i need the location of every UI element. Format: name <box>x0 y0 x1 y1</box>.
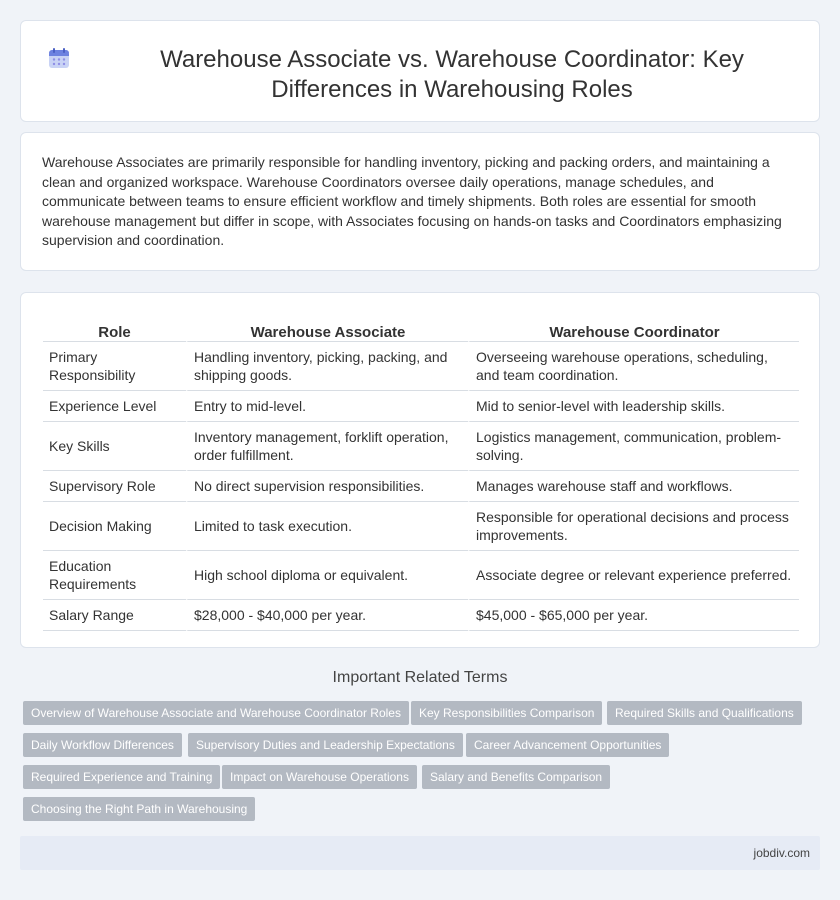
table-row <box>43 502 799 551</box>
related-term-tag[interactable]: Required Experience and Training <box>23 765 220 789</box>
row-label: Supervisory Role <box>43 471 186 502</box>
table-row <box>43 422 799 471</box>
row-label: Education Requirements <box>43 551 186 600</box>
associate-cell: High school diploma or equivalent. <box>186 551 468 600</box>
related-term-tag[interactable]: Impact on Warehouse Operations <box>222 765 417 789</box>
header-card <box>20 20 820 122</box>
associate-cell: Inventory management, forklift operation, order fulfillment. <box>186 422 468 471</box>
intro-text: Warehouse Associates are primarily responsible for handling inventory, picking and packing orders, and maintaining a clean and organized workspace. Warehouse Coordinators oversee daily operations, manage schedules, and communicate between teams to ensure efficient workflow and timely shipments. Both roles are essential for smooth warehouse management but differ in scope, with Associates focusing on hands-on tasks and Coordinators emphasizing supervision and coordination. <box>42 154 782 248</box>
coordinator-cell: $45,000 - $65,000 per year. <box>468 600 799 631</box>
table-row <box>43 600 799 631</box>
associate-cell: $28,000 - $40,000 per year. <box>186 600 468 631</box>
row-label: Primary Responsibility <box>43 342 186 391</box>
row-label: Experience Level <box>43 391 186 422</box>
related-term-tag[interactable]: Salary and Benefits Comparison <box>422 765 610 789</box>
table-row <box>43 391 799 422</box>
related-term-tag[interactable]: Daily Workflow Differences <box>23 733 182 757</box>
related-terms-title: Important Related Terms <box>332 669 508 686</box>
header-role: Role <box>43 313 186 342</box>
associate-cell: No direct supervision responsibilities. <box>186 471 468 502</box>
page-title: Warehouse Associate vs. Warehouse Coordinator: Key Differences in Warehousing Roles <box>160 46 744 103</box>
related-term-tag[interactable]: Required Skills and Qualifications <box>607 701 802 725</box>
coordinator-cell: Mid to senior-level with leadership skills. <box>468 391 799 422</box>
coordinator-cell: Logistics management, communication, problem-solving. <box>468 422 799 471</box>
related-term-tag[interactable]: Overview of Warehouse Associate and Warehouse Coordinator Roles <box>23 701 409 725</box>
table-header-row <box>43 313 799 342</box>
related-term-tag[interactable]: Supervisory Duties and Leadership Expectations <box>188 733 463 757</box>
footer-site[interactable]: jobdiv.com <box>753 846 810 860</box>
associate-cell: Limited to task execution. <box>186 502 468 551</box>
header-coordinator: Warehouse Coordinator <box>468 313 799 342</box>
header-associate: Warehouse Associate <box>186 313 468 342</box>
coordinator-cell: Manages warehouse staff and workflows. <box>468 471 799 502</box>
associate-cell: Entry to mid-level. <box>186 391 468 422</box>
row-label: Key Skills <box>43 422 186 471</box>
coordinator-cell: Associate degree or relevant experience preferred. <box>468 551 799 600</box>
intro-card <box>20 132 820 271</box>
associate-cell: Handling inventory, picking, packing, and shipping goods. <box>186 342 468 391</box>
coordinator-cell: Overseeing warehouse operations, scheduling, and team coordination. <box>468 342 799 391</box>
row-label: Decision Making <box>43 502 186 551</box>
footer <box>20 836 820 870</box>
related-term-tag[interactable]: Choosing the Right Path in Warehousing <box>23 797 255 821</box>
table-row <box>43 471 799 502</box>
row-label: Salary Range <box>43 600 186 631</box>
related-term-tag[interactable]: Career Advancement Opportunities <box>466 733 669 757</box>
calendar-icon <box>48 47 70 69</box>
table-row <box>43 551 799 600</box>
coordinator-cell: Responsible for operational decisions and process improvements. <box>468 502 799 551</box>
comparison-table <box>43 313 799 631</box>
table-row <box>43 342 799 391</box>
comparison-card <box>20 292 820 648</box>
related-term-tag[interactable]: Key Responsibilities Comparison <box>411 701 602 725</box>
